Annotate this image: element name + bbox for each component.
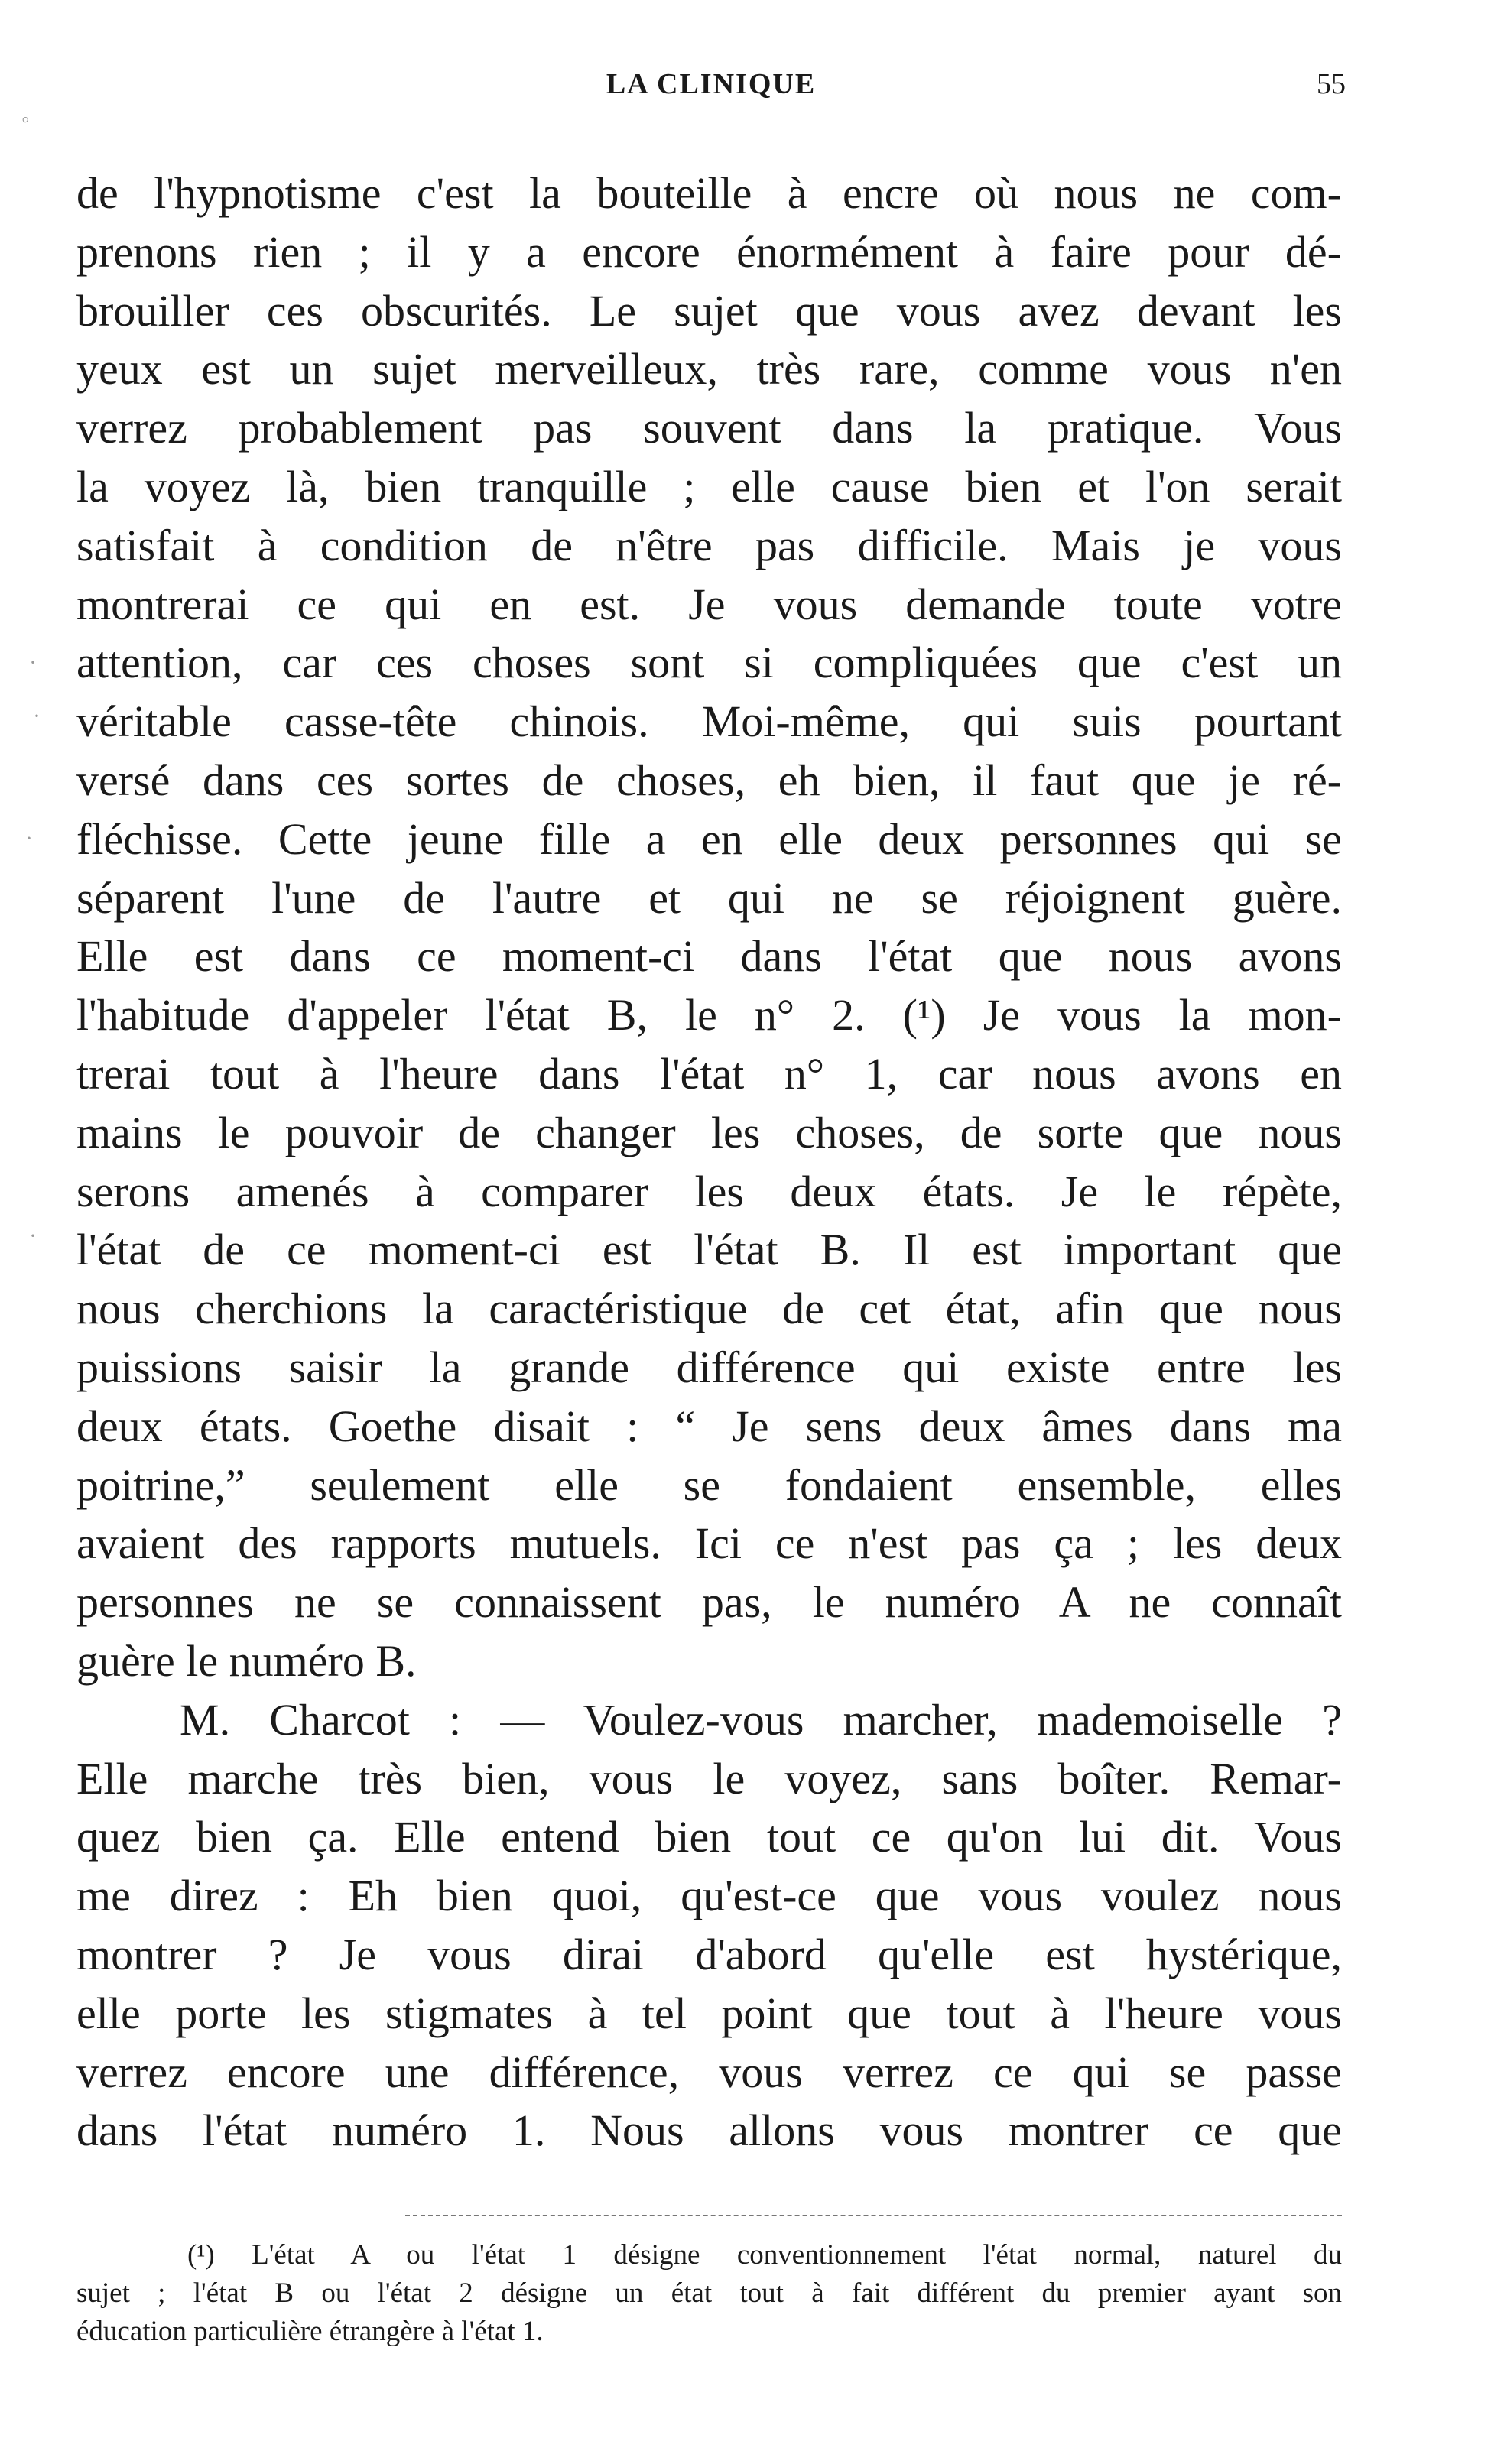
body-line: la voyez là, bien tranquille ; elle cause bien et l'on serait [76, 461, 1342, 511]
footnote-line: éducation particulière étrangère à l'état 1. [76, 2316, 544, 2347]
body-line: brouiller ces obscurités. Le sujet que vous avez devant les [76, 285, 1342, 336]
margin-marks [14, 92, 67, 1315]
body-line: montrer ? Je vous dirai d'abord qu'elle est hystérique, [76, 1929, 1342, 1979]
body-line: versé dans ces sortes de choses, eh bien, il faut que je ré- [76, 755, 1342, 805]
body-line: dans l'état numéro 1. Nous allons vous montrer ce que [76, 2105, 1342, 2156]
running-head [76, 67, 1346, 113]
body-line: yeux est un sujet merveilleux, très rare, comme vous n'en [76, 344, 1342, 394]
page-number: 55 [1317, 68, 1346, 100]
body-line: M. Charcot : — Voulez-vous marcher, mademoiselle ? [180, 1694, 1342, 1745]
body-line: elle porte les stigmates à tel point que tout à l'heure vous [76, 1988, 1342, 2038]
body-line: Elle marche très bien, vous le voyez, sans boîter. Remar- [76, 1753, 1342, 1803]
margin-speck: · [25, 826, 33, 851]
body-line: poitrine,” seulement elle se fondaient ensemble, elles [76, 1459, 1342, 1510]
body-line: séparent l'une de l'autre et qui ne se réjoignent guère. [76, 872, 1342, 923]
body-line: quez bien ça. Elle entend bien tout ce qu'on lui dit. Vous [76, 1812, 1342, 1862]
body-line: véritable casse-tête chinois. Moi-même, qui suis pourtant [76, 696, 1342, 747]
body-line: puissions saisir la grande différence qui existe entre les [76, 1342, 1342, 1392]
body-line: avaient des rapports mutuels. Ici ce n'est pas ça ; les deux [76, 1518, 1342, 1569]
body-line: deux états. Goethe disait : “ Je sens deux âmes dans ma [76, 1401, 1342, 1451]
footnote [76, 2236, 1342, 2351]
margin-speck: ◦ [21, 107, 30, 132]
body-line: serons amenés à comparer les deux états. Je le répète, [76, 1166, 1342, 1216]
body-line: personnes ne se connaissent pas, le numéro A ne connaît [76, 1577, 1342, 1628]
body-line: satisfait à condition de n'être pas difficile. Mais je vous [76, 520, 1342, 570]
margin-speck: · [29, 650, 37, 675]
margin-speck: · [33, 703, 41, 729]
body-line: verrez probablement pas souvent dans la pratique. Vous [76, 403, 1342, 453]
body-line: me direz : Eh bien quoi, qu'est-ce que vous voulez nous [76, 1871, 1342, 1921]
footnote-line: sujet ; l'état B ou l'état 2 désigne un état tout à fait différent du premier ayant son [76, 2277, 1342, 2309]
body-line: Elle est dans ce moment-ci dans l'état que nous avons [76, 931, 1342, 982]
running-title: LA CLINIQUE [606, 68, 817, 100]
body-text [76, 164, 1342, 2160]
body-line: prenons rien ; il y a encore énormément à faire pour dé- [76, 226, 1342, 277]
body-line: attention, car ces choses sont si compliquées que c'est un [76, 638, 1342, 688]
body-line: de l'hypnotisme c'est la bouteille à encre où nous ne com- [76, 168, 1342, 218]
body-line: nous cherchions la caractéristique de cet état, afin que nous [76, 1284, 1342, 1334]
body-line: verrez encore une différence, vous verrez ce qui se passe [76, 2047, 1342, 2097]
body-line: l'état de ce moment-ci est l'état B. Il est important que [76, 1225, 1342, 1275]
footnote-divider [405, 2215, 1342, 2216]
body-line: fléchisse. Cette jeune fille a en elle deux personnes qui se [76, 813, 1342, 864]
margin-speck: · [29, 1223, 37, 1248]
body-line: l'habitude d'appeler l'état B, le n° 2. (¹) Je vous la mon- [76, 990, 1342, 1040]
body-line: montrerai ce qui en est. Je vous demande toute votre [76, 579, 1342, 629]
body-line: trerai tout à l'heure dans l'état n° 1, car nous avons en [76, 1048, 1342, 1099]
body-line: mains le pouvoir de changer les choses, de sorte que nous [76, 1107, 1342, 1157]
footnote-line: (¹) L'état A ou l'état 1 désigne conventionnement l'état normal, naturel du [187, 2239, 1342, 2271]
body-line: guère le numéro B. [76, 1635, 417, 1686]
